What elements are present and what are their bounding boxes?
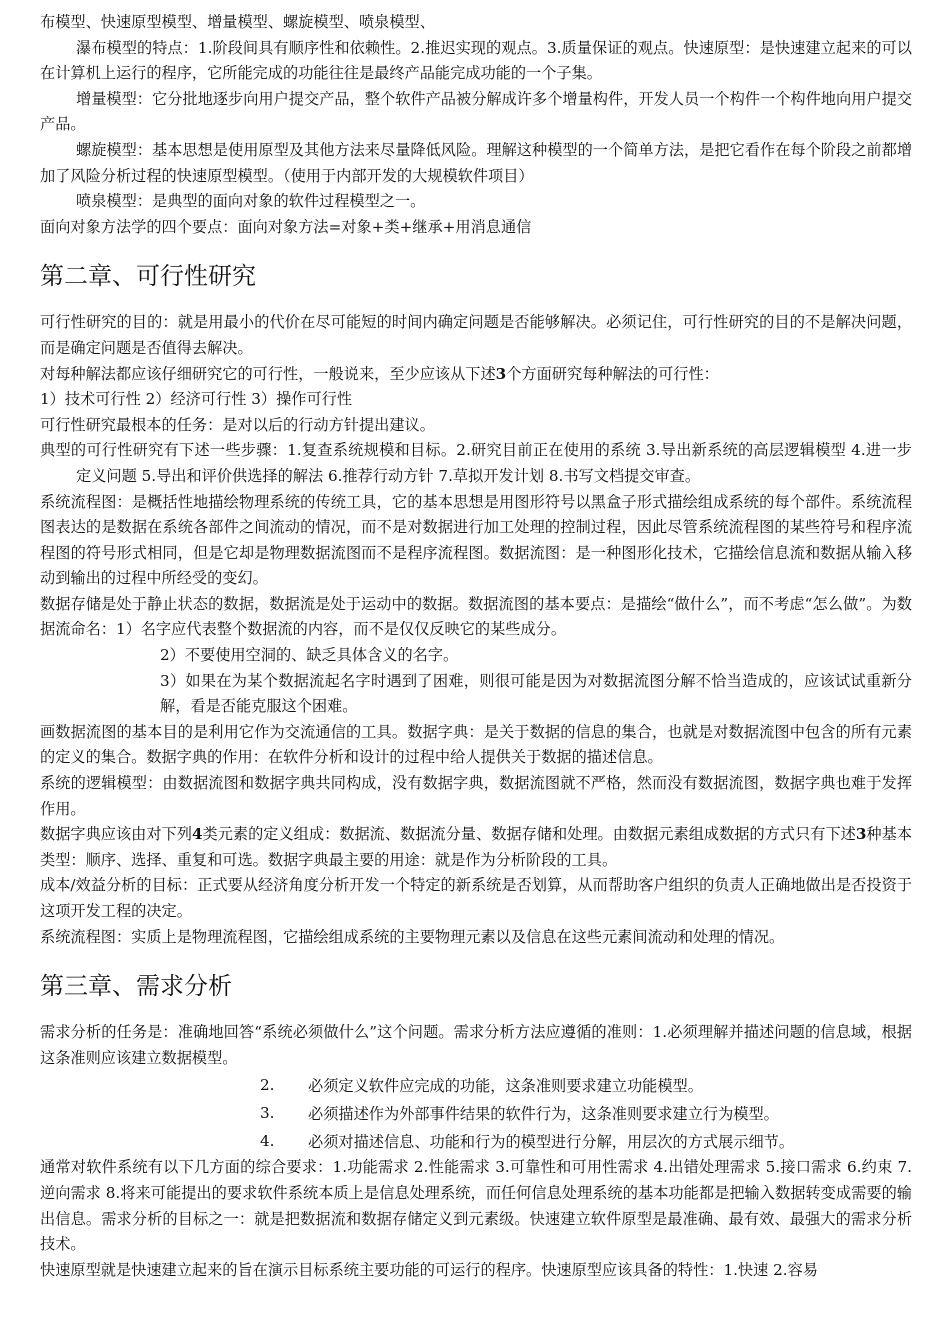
list-item [260,1127,912,1155]
fountain-paragraph: 喷泉模型：是典型的面向对象的软件过程模型之一。 [76,192,426,211]
chapter-2-title: 第二章、可行性研究 [40,262,256,291]
document-page [40,10,912,1283]
ch2-dd-post: 种基本类型：顺序、选择、重复和可选。数据字典最主要的用途：就是作为分析阶段的工具。 [40,825,913,869]
ch3-task: 需求分析的任务是：准确地回答“系统必须做什么”这个问题。需求分析方法应遵循的准则：1.必须理解并描述问题的信息域，根据这条准则应该建立数据模型。 [40,1023,912,1067]
ch2-aspects-post: 个方面研究每种解法的可行性： [506,364,719,383]
ch2-naming-rule-3: 3）如果在为某个数据流起名字时遇到了困难，则很可能是因为对数据流图分解不恰当造成的，应该试试重新分解，看是否能克服这个困难。 [160,671,912,716]
ch2-purpose: 可行性研究的目的：就是用最小的代价在尽可能短的时间内确定问题是否能够解决。必须记住，可行性研究的目的不是解决问题，而是确定问题是否值得去解决。 [40,313,912,357]
list-item-number: 3. [260,1104,275,1123]
list-item [260,1099,912,1127]
ch2-aspects [40,362,912,388]
ch2-dd-num2: 3 [855,825,867,844]
list-item-text: 必须对描述信息、功能和行为的模型进行分解，用层次的方式展示细节。 [308,1132,794,1151]
list-item-text: 必须描述作为外部事件结果的软件行为，这条准则要求建立行为模型。 [308,1104,779,1123]
list-item-number: 2. [260,1076,275,1095]
ch2-feasibility-types: 1）技术可行性 2）经济可行性 3）操作可行性 [40,390,353,409]
ch2-dd-num1: 4 [191,825,203,844]
ch2-system-flowchart: 系统流程图：实质上是物理流程图，它描绘组成系统的主要物理元素以及信息在这些元素间流动和处理的情况。 [40,927,785,946]
intro-models-line: 布模型、快速原型模型、增量模型、螺旋模型、喷泉模型、 [40,13,435,31]
ch2-naming-rule-2: 2）不要使用空洞的、缺乏具体含义的名字。 [160,646,459,665]
ch2-aspects-pre: 对每种解法都应该仔细研究它的可行性，一般说来，至少应该从下述 [40,364,496,383]
ch2-task: 可行性研究最根本的任务：是对以后的行动方针提出建议。 [40,415,435,434]
ch2-dd-mid: 类元素的定义组成：数据流、数据流分量、数据存储和处理。由数据元素组成数据的方式只有下述 [202,825,856,844]
ch2-cost-benefit: 成本/效益分析的目标：正式要从经济角度分析开发一个特定的新系统是否划算，从而帮助客户组织的负责人正确地做出是否投资于这项开发工程的决定。 [40,876,912,920]
oo-paragraph: 面向对象方法学的四个要点：面向对象方法=对象+类+继承+用消息通信 [40,217,532,236]
ch2-steps: 典型的可行性研究有下述一些步骤：1.复查系统规模和目标。2.研究目前正在使用的系统 3.导出新系统的高层逻辑模型 4.进一步定义问题 5.导出和评价供选择的解法 6.推荐行动方针 7.草拟开发计划 8.书写文档提交审查。 [40,441,912,485]
ch3-requirements: 通常对软件系统有以下几方面的综合要求：1.功能需求 2.性能需求 3.可靠性和可用性需求 4.出错处理需求 5.接口需求 6.约束 7.逆向需求 8.将来可能提出的要求软件系统本质上是信息处理系统，而任何信息处理系统的基本功能都是把输入数据转变成需要的输出信息。需求分析的目标之一：就是把数据流和数据存储定义到元素级。快速建立软件原型是最准确、最有效、最强大的需求分析技术。 [40,1158,912,1254]
ch2-dd-pre: 数据字典应该由对下列 [40,825,192,844]
ch3-prototype: 快速原型就是快速建立起来的旨在演示目标系统主要功能的可运行的程序。快速原型应该具备的特性：1.快速 2.容易 [40,1260,818,1279]
spiral-paragraph: 螺旋模型：基本思想是使用原型及其他方法来尽量降低风险。理解这种模型的一个简单方法，是把它看作在每个阶段之前都增加了风险分析过程的快速原型模型。（使用于内部开发的大规模软件项目） [40,140,912,185]
list-item [260,1071,912,1099]
ch2-data-store: 数据存储是处于静止状态的数据，数据流是处于运动中的数据。数据流图的基本要点：是描绘“做什么”，而不考虑“怎么做”。为数据流命名：1）名字应代表整个数据流的内容，而不是仅仅反映它的某些成分。 [40,594,912,639]
ch2-logical-model: 系统的逻辑模型：由数据流图和数据字典共同构成，没有数据字典，数据流图就不严格，然而没有数据流图，数据字典也难于发挥作用。 [40,774,912,818]
ch2-data-dictionary [40,822,912,873]
list-item-number: 4. [260,1132,275,1151]
ch2-flowchart: 系统流程图：是概括性地描绘物理系统的传统工具，它的基本思想是用图形符号以黑盒子形式描绘组成系统的每个部件。系统流程图表达的是数据在系统各部件之间流动的情况，而不是对数据进行加工处理的控制过程，因此尽管系统流程图的某些符号和程序流程图的符号形式相同，但是它却是物理数据流图而不是程序流程图。数据流图：是一种图形化技术，它描绘信息流和数据从输入移动到输出的过程中所经受的变幻。 [40,492,912,588]
chapter-3-title: 第三章、需求分析 [40,972,232,1001]
incremental-paragraph: 增量模型：它分批地逐步向用户提交产品，整个软件产品被分解成许多个增量构件，开发人员一个构件一个构件地向用户提交产品。 [40,89,912,134]
ch2-dfd-purpose: 画数据流图的基本目的是利用它作为交流通信的工具。数据字典：是关于数据的信息的集合，也就是对数据流图中包含的所有元素的定义的集合。数据字典的作用：在软件分析和设计的过程中给人提供关于数据的描述信息。 [40,722,912,767]
waterfall-paragraph: 瀑布模型的特点：1.阶段间具有顺序性和依赖性。2.推迟实现的观点。3.质量保证的观点。快速原型：是快速建立起来的可以在计算机上运行的程序，它所能完成的功能往往是最终产品能完成功能的一个子集。 [40,38,912,83]
ch2-aspects-num: 3 [495,364,507,383]
list-item-text: 必须定义软件应完成的功能，这条准则要求建立功能模型。 [308,1076,703,1095]
